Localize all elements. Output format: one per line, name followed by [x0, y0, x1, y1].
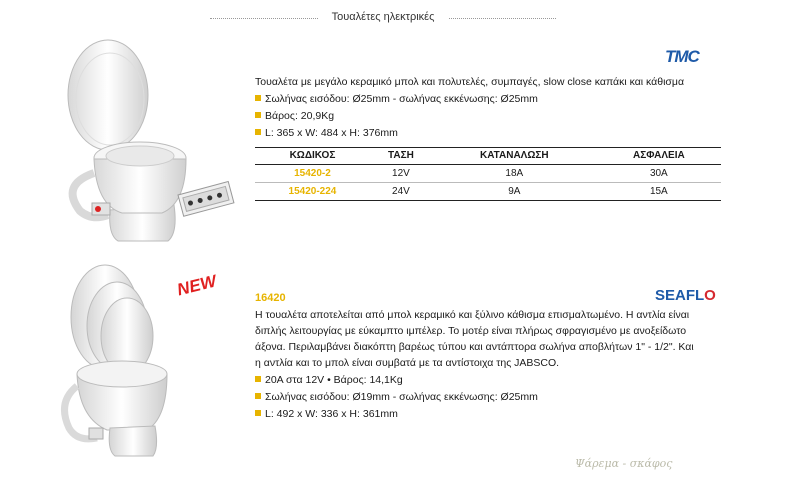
- product1-bullet-1: Σωλήνας εισόδου: Ø25mm - σωλήνας εκκένωσης: Ø25mm: [255, 92, 538, 106]
- header-fuse: ΑΣΦΑΛΕΙΑ: [597, 148, 721, 165]
- table-header-row: [255, 148, 721, 165]
- product1-description: Τουαλέτα με μεγάλο κεραμικό μπολ και πολυτελές, συμπαγές, slow close καπάκι και κάθισμα: [255, 76, 685, 88]
- product2-description-line-2: διπλής λειτουργίας με εύκαμπτο ιμπέλερ. Το μοτέρ είναι πλήρως σφραγισμένο με ανοξείδωτο: [255, 325, 687, 337]
- toilet-image-1: [50, 35, 250, 250]
- product1-bullet-3: L: 365 x W: 484 x H: 376mm: [255, 126, 398, 140]
- cell-code: 15420-2: [255, 165, 370, 183]
- new-badge: NEW: [175, 271, 219, 300]
- seaflo-logo: [655, 287, 716, 304]
- cell-voltage: 12V: [370, 165, 432, 183]
- table-row: [255, 183, 721, 201]
- product1-spec-table: [255, 147, 721, 201]
- tmc-logo-text: TMC: [665, 47, 699, 66]
- product2-description-line-4: η αντλία και το μπολ είναι συμβατά με τα αντίστοιχα της JABSCO.: [255, 357, 560, 369]
- header-consumption: ΚΑΤΑΝΑΛΩΣΗ: [432, 148, 597, 165]
- product2-description-line-1: Η τουαλέτα αποτελείται από μπολ κεραμικό και ξύλινο κάθισμα επισμαλτωμένο. Η αντλία είναι: [255, 309, 690, 321]
- product2-model-code: 16420: [255, 292, 286, 304]
- seaflo-logo-accent: O: [704, 287, 716, 304]
- header-divider-left: [210, 18, 320, 19]
- product2-bullet-2: Σωλήνας εισόδου: Ø19mm - σωλήνας εκκένωσης: Ø25mm: [255, 390, 538, 404]
- header-divider-right: [446, 18, 556, 19]
- cell-consumption: 9A: [432, 183, 597, 201]
- cell-consumption: 18A: [432, 165, 597, 183]
- page-title: Τουαλέτες ηλεκτρικές: [318, 11, 448, 23]
- product1-bullet-2: Βάρος: 20,9Kg: [255, 109, 334, 123]
- header-voltage: ΤΑΣΗ: [370, 148, 432, 165]
- product2-bullet-3: L: 492 x W: 336 x H: 361mm: [255, 407, 398, 421]
- cell-fuse: 15A: [597, 183, 721, 201]
- cell-voltage: 24V: [370, 183, 432, 201]
- cell-code: 15420-224: [255, 183, 370, 201]
- signature: Ψάρεμα - σκάφος: [575, 457, 673, 470]
- toilet-image-2: [55, 262, 185, 462]
- header-code: ΚΩΔΙΚΟΣ: [255, 148, 370, 165]
- tmc-logo: [665, 47, 699, 67]
- product2-bullet-1: 20A στα 12V • Βάρος: 14,1Kg: [255, 373, 403, 387]
- product2-description-line-3: άξονα. Περιλαμβάνει διακόπτη βαρέως τύπου και αντάπτορα σωλήνα αποβλήτων 1" - 1/2". Και: [255, 341, 694, 353]
- cell-fuse: 30A: [597, 165, 721, 183]
- table-row: [255, 165, 721, 183]
- seaflo-logo-text: SEAFL: [655, 287, 705, 304]
